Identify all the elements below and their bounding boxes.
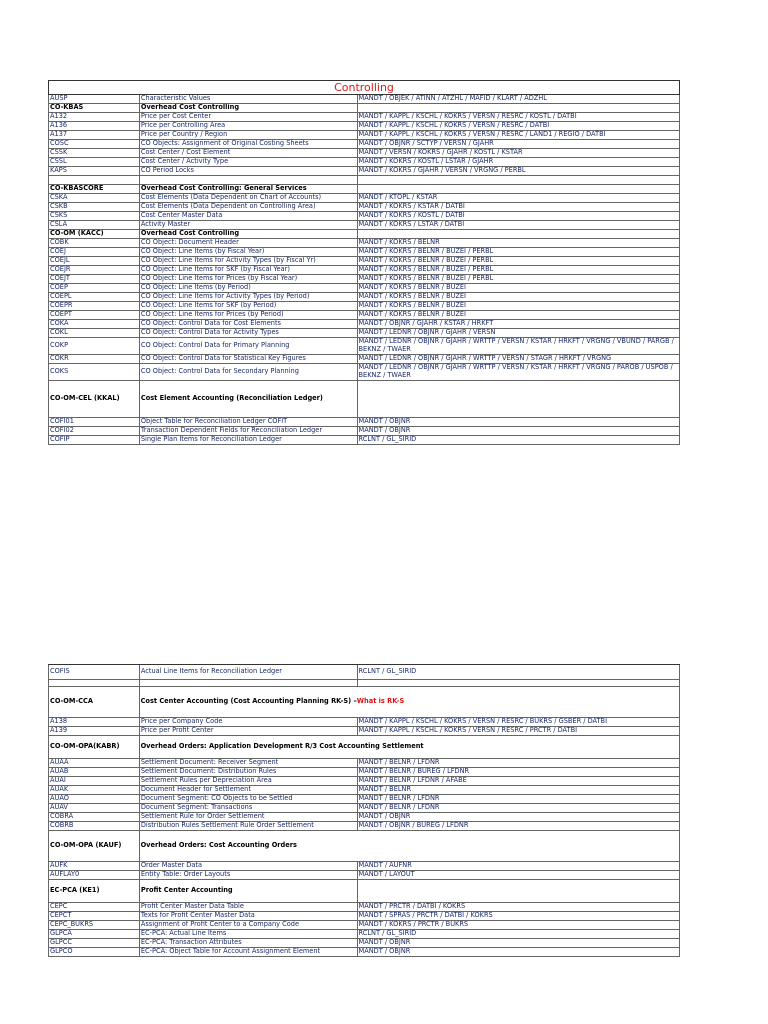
table-row	[48, 768, 680, 777]
table-description-cell: Settlement Rules per Depreciation Area	[139, 777, 357, 785]
table-description-cell: Overhead Cost Controlling	[139, 230, 357, 238]
table-code-cell: AUAO	[48, 795, 139, 803]
table-code-cell: COKP	[48, 338, 139, 354]
table-code-cell: CSKS	[48, 212, 139, 220]
table-row	[48, 436, 680, 445]
table-row	[48, 364, 680, 381]
table-row	[48, 203, 680, 212]
table-description-cell: Actual Line Items for Reconciliation Ledger	[139, 665, 357, 679]
table-keys-cell: MANDT / SPRAS / PRCTR / DATBI / KOKRS	[357, 912, 680, 920]
table-keys-cell: MANDT / KOKRS / KOSTL / DATBI	[357, 212, 680, 220]
table-row	[48, 948, 680, 957]
table-description-cell: CO Object: Control Data for Activity Types	[139, 329, 357, 337]
table-description-cell: Price per Cost Center	[139, 113, 357, 121]
table-row	[48, 777, 680, 786]
table-body	[48, 95, 680, 445]
table-description-cell: Cost Center Master Data	[139, 212, 357, 220]
table-description-cell	[139, 736, 680, 758]
table-code-cell: AUAK	[48, 786, 139, 794]
table-description-cell: CO Object: Line Items for SKF (by Fiscal Year)	[139, 266, 357, 274]
table-code-cell: COKS	[48, 364, 139, 380]
table-keys-cell: MANDT / KOKRS / BELNR / BUZEI	[357, 293, 680, 301]
table-code-cell: CO-OM (KACC)	[48, 230, 139, 238]
table-description-cell: Document Segment: Transactions	[139, 804, 357, 812]
section-heading: Overhead Orders: Cost Accounting Orders	[140, 841, 297, 850]
table-row	[48, 687, 680, 718]
table-description-cell: CO Object: Control Data for Cost Elements	[139, 320, 357, 328]
table-description-cell: Price per Profit Center	[139, 727, 357, 735]
table-keys-cell: MANDT / KAPPL / KSCHL / KOKRS / VERSN / RESRC / PRCTR / DATBI	[357, 727, 680, 735]
table-code-cell: COEJR	[48, 266, 139, 274]
table-row	[48, 680, 680, 687]
table-keys-cell: MANDT / LAYOUT	[357, 871, 680, 879]
table-code-cell: CEPCT	[48, 912, 139, 920]
table-description-cell: CO Object: Line Items for SKF (by Period)	[139, 302, 357, 310]
table-description-cell	[139, 831, 680, 861]
table-row	[48, 795, 680, 804]
table-code-cell: CSKA	[48, 194, 139, 202]
table-code-cell: COEJT	[48, 275, 139, 283]
table-description-cell: Price per Controlling Area	[139, 122, 357, 130]
table-description-cell: Transaction Dependent Fields for Reconciliation Ledger	[139, 427, 357, 435]
table-row	[48, 665, 680, 680]
table-row	[48, 212, 680, 221]
table-row	[48, 131, 680, 140]
table-description-cell: Cost Center / Cost Element	[139, 149, 357, 157]
table-description-cell: Assignment of Profit Center to a Company Code	[139, 921, 357, 929]
section-heading: Overhead Orders: Application Development R/3 Cost Accounting Settlement	[140, 742, 424, 751]
table-keys-cell: MANDT / KOKRS / BELNR / BUZEI	[357, 311, 680, 319]
table-code-cell: AUAI	[48, 777, 139, 785]
table-code-cell: CO-OM-OPA(KABR)	[48, 736, 139, 758]
table-keys-cell: MANDT / KOKRS / LSTAR / DATBI	[357, 221, 680, 229]
table-keys-cell: MANDT / BELNR / LFDNR	[357, 759, 680, 767]
table-keys-cell: MANDT / KOKRS / BELNR / BUZEI	[357, 302, 680, 310]
table-description-cell: Settlement Document: Distribution Rules	[139, 768, 357, 776]
table-description-cell: Object Table for Reconciliation Ledger COFIT	[139, 418, 357, 426]
table-code-cell: KAPS	[48, 167, 139, 175]
table-keys-cell: MANDT / BELNR / LFDNR	[357, 804, 680, 812]
table-code-cell: CSSL	[48, 158, 139, 166]
table-row	[48, 381, 680, 418]
table-description-cell: CO Object: Control Data for Secondary Planning	[139, 364, 357, 380]
table-keys-cell: MANDT / BELNR / BUREG / LFDNR	[357, 768, 680, 776]
table-row	[48, 903, 680, 912]
table-description-cell: Cost Element Accounting (Reconciliation Ledger)	[139, 381, 357, 417]
table-code-cell: COEP	[48, 284, 139, 292]
table-description-cell: Settlement Document: Receiver Segment	[139, 759, 357, 767]
table-code-cell: AUFLAY0	[48, 871, 139, 879]
table-row	[48, 230, 680, 239]
table-code-cell: COEJL	[48, 257, 139, 265]
table-description-cell: EC-PCA: Transaction Attributes	[139, 939, 357, 947]
table-description-cell: Document Segment: CO Objects to be Settled	[139, 795, 357, 803]
table-keys-cell: MANDT / BELNR / LFDNR	[357, 795, 680, 803]
table-row	[48, 248, 680, 257]
table-description-cell: Characteristic Values	[139, 95, 357, 103]
table-code-cell: COKA	[48, 320, 139, 328]
table-code-cell: CO-OM-CCA	[48, 687, 139, 717]
table-description-cell: CO Object: Line Items (by Period)	[139, 284, 357, 292]
highlight-note: What is RK-S	[356, 697, 405, 706]
table-code-cell: GLPCA	[48, 930, 139, 938]
table-keys-cell: MANDT / KAPPL / KSCHL / KOKRS / VERSN / RESRC / LAND1 / REGIO / DATBI	[357, 131, 680, 139]
table-code-cell: CEPC_BUKRS	[48, 921, 139, 929]
table-code-cell: COEPT	[48, 311, 139, 319]
table-description-cell: Overhead Cost Controlling	[139, 104, 357, 112]
table-code-cell: COFIS	[48, 665, 139, 679]
table-code-cell: COBRB	[48, 822, 139, 830]
table-keys-cell: MANDT / BELNR / LFDNR / AFABE	[357, 777, 680, 785]
table-keys-cell: MANDT / OBJNR	[357, 427, 680, 435]
table-description-cell: CO Object: Control Data for Primary Planning	[139, 338, 357, 354]
table-row	[48, 786, 680, 795]
table-row	[48, 95, 680, 104]
table-keys-cell: MANDT / OBJNR	[357, 418, 680, 426]
table-code-cell: CO-KBASCORE	[48, 185, 139, 193]
table-keys-cell: MANDT / LEDNR / OBJNR / GJAHR / WRTTP / VERSN / KSTAR / HRKFT / VRGNG / VBUND / PARGB / BEKNZ / TWAER	[357, 338, 680, 354]
table-description-cell: CO Object: Document Header	[139, 239, 357, 247]
table-description-cell: CO Object: Control Data for Statistical Key Figures	[139, 355, 357, 363]
table-code-cell	[48, 680, 139, 686]
table-row	[48, 822, 680, 831]
table-code-cell: GLPCC	[48, 939, 139, 947]
table-body	[48, 665, 680, 957]
table-row	[48, 338, 680, 355]
table-description-cell: Cost Elements (Data Dependent on Controlling Area)	[139, 203, 357, 211]
table-code-cell: COEPL	[48, 293, 139, 301]
table-row	[48, 293, 680, 302]
table-code-cell: CO-OM-CEL (KKAL)	[48, 381, 139, 417]
table-keys-cell: MANDT / OBJNR	[357, 813, 680, 821]
table-description-cell: CO Period Locks	[139, 167, 357, 175]
table-row	[48, 113, 680, 122]
table-row	[48, 329, 680, 338]
table-description-cell: EC-PCA: Object Table for Account Assignment Element	[139, 948, 357, 956]
table-keys-cell: MANDT / KOKRS / PRCTR / BUKRS	[357, 921, 680, 929]
table-keys-cell: MANDT / KOKRS / KOSTL / LSTAR / GJAHR	[357, 158, 680, 166]
table-code-cell: AUAB	[48, 768, 139, 776]
table-row	[48, 194, 680, 203]
table-keys-cell	[357, 230, 680, 238]
table-keys-cell: MANDT / BELNR	[357, 786, 680, 794]
table-keys-cell: MANDT / KTOPL / KSTAR	[357, 194, 680, 202]
table-description-cell: Texts for Profit Center Master Data	[139, 912, 357, 920]
table-code-cell: CEPC	[48, 903, 139, 911]
table-row	[48, 320, 680, 329]
table-code-cell: COBK	[48, 239, 139, 247]
table-code-cell: CO-KBAS	[48, 104, 139, 112]
table-keys-cell: MANDT / VERSN / KOKRS / GJAHR / KOSTL / KSTAR	[357, 149, 680, 157]
table-keys-cell: RCLNT / GL_SIRID	[357, 665, 680, 679]
table-keys-cell: MANDT / LEDNR / OBJNR / GJAHR / VERSN	[357, 329, 680, 337]
table-code-cell: A136	[48, 122, 139, 130]
table-code-cell: A138	[48, 718, 139, 726]
table-row	[48, 257, 680, 266]
table-description-cell: Settlement Rule for Order Settlement	[139, 813, 357, 821]
table-row	[48, 355, 680, 364]
table-keys-cell: MANDT / KAPPL / KSCHL / KOKRS / VERSN / RESRC / DATBI	[357, 122, 680, 130]
table-code-cell	[48, 176, 139, 184]
table-row	[48, 302, 680, 311]
table-code-cell: AUAA	[48, 759, 139, 767]
table-keys-cell: MANDT / KOKRS / BELNR / BUZEI	[357, 284, 680, 292]
table-keys-cell	[357, 176, 680, 184]
table-title: Controlling	[48, 81, 680, 95]
table-row	[48, 149, 680, 158]
table-code-cell: COFIP	[48, 436, 139, 444]
table-row	[48, 939, 680, 948]
table-code-cell: COFI02	[48, 427, 139, 435]
table-row	[48, 813, 680, 822]
table-code-cell: COFI01	[48, 418, 139, 426]
table-code-cell: COKR	[48, 355, 139, 363]
table-description-cell: EC-PCA: Actual Line Items	[139, 930, 357, 938]
table-code-cell: COSC	[48, 140, 139, 148]
table-code-cell: AUFK	[48, 862, 139, 870]
table-keys-cell: MANDT / KOKRS / BELNR	[357, 239, 680, 247]
table-keys-cell: MANDT / KAPPL / KSCHL / KOKRS / VERSN / RESRC / BUKRS / GSBER / DATBI	[357, 718, 680, 726]
table-row	[48, 275, 680, 284]
table-code-cell: GLPCO	[48, 948, 139, 956]
table-description-cell	[139, 680, 357, 686]
table-row	[48, 736, 680, 759]
table-row	[48, 804, 680, 813]
table-code-cell: A137	[48, 131, 139, 139]
table-code-cell: COEPR	[48, 302, 139, 310]
table-row	[48, 921, 680, 930]
table-row	[48, 727, 680, 736]
table-keys-cell: MANDT / PRCTR / DATBI / KOKRS	[357, 903, 680, 911]
table-row	[48, 185, 680, 194]
table-keys-cell: MANDT / LEDNR / OBJNR / GJAHR / WRTTP / VERSN / STAGR / HRKFT / VRGNG	[357, 355, 680, 363]
table-row	[48, 427, 680, 436]
table-description-cell: CO Object: Line Items for Activity Types (by Period)	[139, 293, 357, 301]
table-code-cell: COBRA	[48, 813, 139, 821]
table-description-cell: CO Object: Line Items for Activity Types (by Fiscal Yr)	[139, 257, 357, 265]
controlling-table-page1	[48, 80, 680, 445]
table-keys-cell	[357, 104, 680, 112]
table-keys-cell	[357, 680, 680, 686]
table-keys-cell: MANDT / KOKRS / BELNR / BUZEI / PERBL	[357, 257, 680, 265]
table-row	[48, 759, 680, 768]
table-row	[48, 418, 680, 427]
table-description-cell: Profit Center Master Data Table	[139, 903, 357, 911]
table-row	[48, 176, 680, 185]
table-keys-cell: MANDT / LEDNR / OBJNR / GJAHR / WRTTP / VERSN / KSTAR / HRKFT / VRGNG / PAROB / USPOB / BEKNZ / TWAER	[357, 364, 680, 380]
controlling-table-page2	[48, 664, 680, 957]
table-keys-cell	[357, 880, 680, 902]
table-description-cell: CO Object: Line Items for Prices (by Fiscal Year)	[139, 275, 357, 283]
table-keys-cell: MANDT / OBJNR	[357, 948, 680, 956]
table-description-cell: Cost Center / Activity Type	[139, 158, 357, 166]
table-description-cell: CO Objects: Assignment of Original Costing Sheets	[139, 140, 357, 148]
table-keys-cell: MANDT / KOKRS / BELNR / BUZEI / PERBL	[357, 275, 680, 283]
table-description-cell: Activity Master	[139, 221, 357, 229]
table-code-cell: CSSK	[48, 149, 139, 157]
table-row	[48, 221, 680, 230]
table-keys-cell: MANDT / KOKRS / BELNR / BUZEI / PERBL	[357, 266, 680, 274]
table-row	[48, 167, 680, 176]
table-code-cell: CSLA	[48, 221, 139, 229]
table-description-cell: Entity Table: Order Layouts	[139, 871, 357, 879]
table-row	[48, 718, 680, 727]
table-keys-cell: MANDT / KOKRS / GJAHR / VERSN / VRGNG / PERBL	[357, 167, 680, 175]
table-code-cell: EC-PCA (KE1)	[48, 880, 139, 902]
table-row	[48, 930, 680, 939]
table-description-cell: Price per Country / Region	[139, 131, 357, 139]
section-heading: Cost Center Accounting (Cost Accounting Planning RK-S) –	[140, 697, 357, 706]
table-keys-cell: MANDT / KAPPL / KSCHL / KOKRS / VERSN / RESRC / KOSTL / DATBI	[357, 113, 680, 121]
table-description-cell: CO Object: Line Items for Prices (by Period)	[139, 311, 357, 319]
table-description-cell	[139, 687, 680, 717]
table-keys-cell: MANDT / KOKRS / BELNR / BUZEI / PERBL	[357, 248, 680, 256]
table-description-cell: Cost Elements (Data Dependent on Chart of Accounts)	[139, 194, 357, 202]
table-code-cell: AUAV	[48, 804, 139, 812]
table-code-cell: COEJ	[48, 248, 139, 256]
table-keys-cell: MANDT / KOKRS / KSTAR / DATBI	[357, 203, 680, 211]
table-description-cell: Single Plan Items for Reconciliation Ledger	[139, 436, 357, 444]
table-keys-cell: MANDT / OBJEK / ATINN / ATZHL / MAFID / KLART / ADZHL	[357, 95, 680, 103]
table-code-cell: COKL	[48, 329, 139, 337]
table-row	[48, 871, 680, 880]
table-keys-cell: MANDT / OBJNR	[357, 939, 680, 947]
table-row	[48, 311, 680, 320]
table-code-cell: CSKB	[48, 203, 139, 211]
table-row	[48, 284, 680, 293]
table-row	[48, 158, 680, 167]
table-row	[48, 239, 680, 248]
table-row	[48, 140, 680, 149]
table-keys-cell	[357, 185, 680, 193]
table-keys-cell: RCLNT / GL_SIRID	[357, 930, 680, 938]
table-row	[48, 831, 680, 862]
table-keys-cell: MANDT / AUFNR	[357, 862, 680, 870]
table-code-cell: AUSP	[48, 95, 139, 103]
table-keys-cell: MANDT / OBJNR / BUREG / LFDNR	[357, 822, 680, 830]
table-keys-cell: MANDT / OBJNR / SCTYP / VERSN / GJAHR	[357, 140, 680, 148]
table-code-cell: A132	[48, 113, 139, 121]
table-row	[48, 104, 680, 113]
table-description-cell: CO Object: Line Items (by Fiscal Year)	[139, 248, 357, 256]
table-row	[48, 266, 680, 275]
table-description-cell: Distribution Rules Settlement Rule Order Settlement	[139, 822, 357, 830]
table-description-cell: Order Master Data	[139, 862, 357, 870]
table-row	[48, 862, 680, 871]
table-row	[48, 880, 680, 903]
table-description-cell: Document Header for Settlement	[139, 786, 357, 794]
table-keys-cell: RCLNT / GL_SIRID	[357, 436, 680, 444]
table-row	[48, 122, 680, 131]
table-code-cell: A139	[48, 727, 139, 735]
table-description-cell	[139, 176, 357, 184]
table-description-cell: Profit Center Accounting	[139, 880, 357, 902]
table-description-cell: Price per Company Code	[139, 718, 357, 726]
table-row	[48, 912, 680, 921]
table-description-cell: Overhead Cost Controlling: General Services	[139, 185, 357, 193]
table-keys-cell	[357, 381, 680, 417]
table-code-cell: CO-OM-OPA (KAUF)	[48, 831, 139, 861]
table-keys-cell: MANDT / OBJNR / GJAHR / KSTAR / HRKFT	[357, 320, 680, 328]
